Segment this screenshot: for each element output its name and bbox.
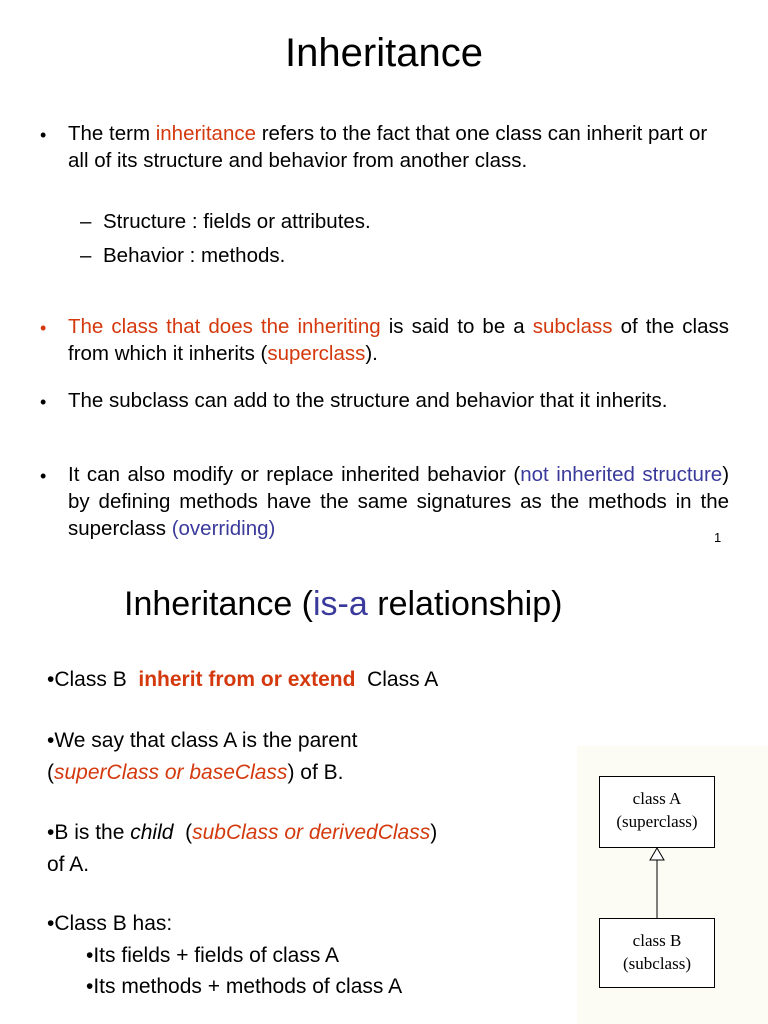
text: refers to the fact that one class can inherit part or all of its structure and behavior from another class. xyxy=(68,122,708,172)
uml-label: class B xyxy=(632,931,682,950)
text: Inheritance ( xyxy=(124,585,313,623)
line-superclass xyxy=(47,757,343,788)
text: •Class B xyxy=(47,668,139,691)
text: ). xyxy=(365,342,378,365)
text: ( xyxy=(173,821,193,844)
line-class-b-extends xyxy=(47,664,438,695)
text: The term xyxy=(68,122,156,145)
term-subclass: subclass xyxy=(532,315,613,338)
line-child xyxy=(47,817,437,848)
term-inheritance: inheritance xyxy=(155,122,257,145)
text-highlight: subClass or derivedClass xyxy=(192,821,431,844)
text-highlight: The class that does the inheriting xyxy=(68,315,381,338)
uml-label: (superclass) xyxy=(616,812,698,831)
text: ) xyxy=(430,821,438,844)
line-fields: •Its fields + fields of class A xyxy=(86,944,340,967)
line-parent: •We say that class A is the parent xyxy=(47,729,358,752)
text: Class A xyxy=(355,668,439,691)
arrow-head-icon xyxy=(650,848,664,860)
text: It can also modify or replace inherited behavior ( xyxy=(68,463,521,486)
text: •B is the xyxy=(47,821,131,844)
text: ) of B. xyxy=(287,761,344,784)
text-italic: child xyxy=(130,821,174,844)
uml-label: (subclass) xyxy=(623,954,691,973)
line-class-b-has: •Class B has: xyxy=(47,912,173,935)
slide1-title: Inheritance xyxy=(285,31,483,75)
bullet-text xyxy=(68,120,729,174)
bullet-marker: • xyxy=(40,392,47,412)
uml-label: class A xyxy=(632,789,682,808)
slide2-title xyxy=(124,583,562,625)
dash-marker: – xyxy=(80,210,92,233)
dash-marker: – xyxy=(80,244,92,267)
text: ( xyxy=(47,761,54,784)
text-highlight: superClass or baseClass xyxy=(54,761,288,784)
line-of-a: of A. xyxy=(47,853,90,876)
text: of the class from which it inherits ( xyxy=(68,315,729,365)
term-overriding: (overriding) xyxy=(171,517,276,540)
bullet-marker: • xyxy=(40,318,47,338)
page-number: 1 xyxy=(714,530,722,545)
bullet-text xyxy=(68,461,729,542)
bullet-text xyxy=(68,313,729,367)
line-methods: •Its methods + methods of class A xyxy=(86,975,403,998)
sub-bullet-structure: Structure : fields or attributes. xyxy=(103,210,371,233)
term-is-a: is-a xyxy=(313,585,368,623)
bullet-marker: • xyxy=(40,466,47,486)
text-highlight: inherit from or extend xyxy=(138,668,356,691)
text: is said to be a xyxy=(380,315,533,338)
uml-diagram xyxy=(577,746,768,1024)
sub-bullet-behavior: Behavior : methods. xyxy=(103,244,286,267)
text: relationship) xyxy=(367,585,563,623)
uml-box-class-b xyxy=(599,918,715,988)
bullet-marker: • xyxy=(40,125,47,145)
bullet-text: The subclass can add to the structure and behavior that it inherits. xyxy=(68,389,668,412)
text-highlight: not inherited structure xyxy=(520,463,723,486)
term-superclass: superclass xyxy=(267,342,366,365)
text: ) by defining methods have the same signatures as the methods in the superclass xyxy=(68,463,730,540)
